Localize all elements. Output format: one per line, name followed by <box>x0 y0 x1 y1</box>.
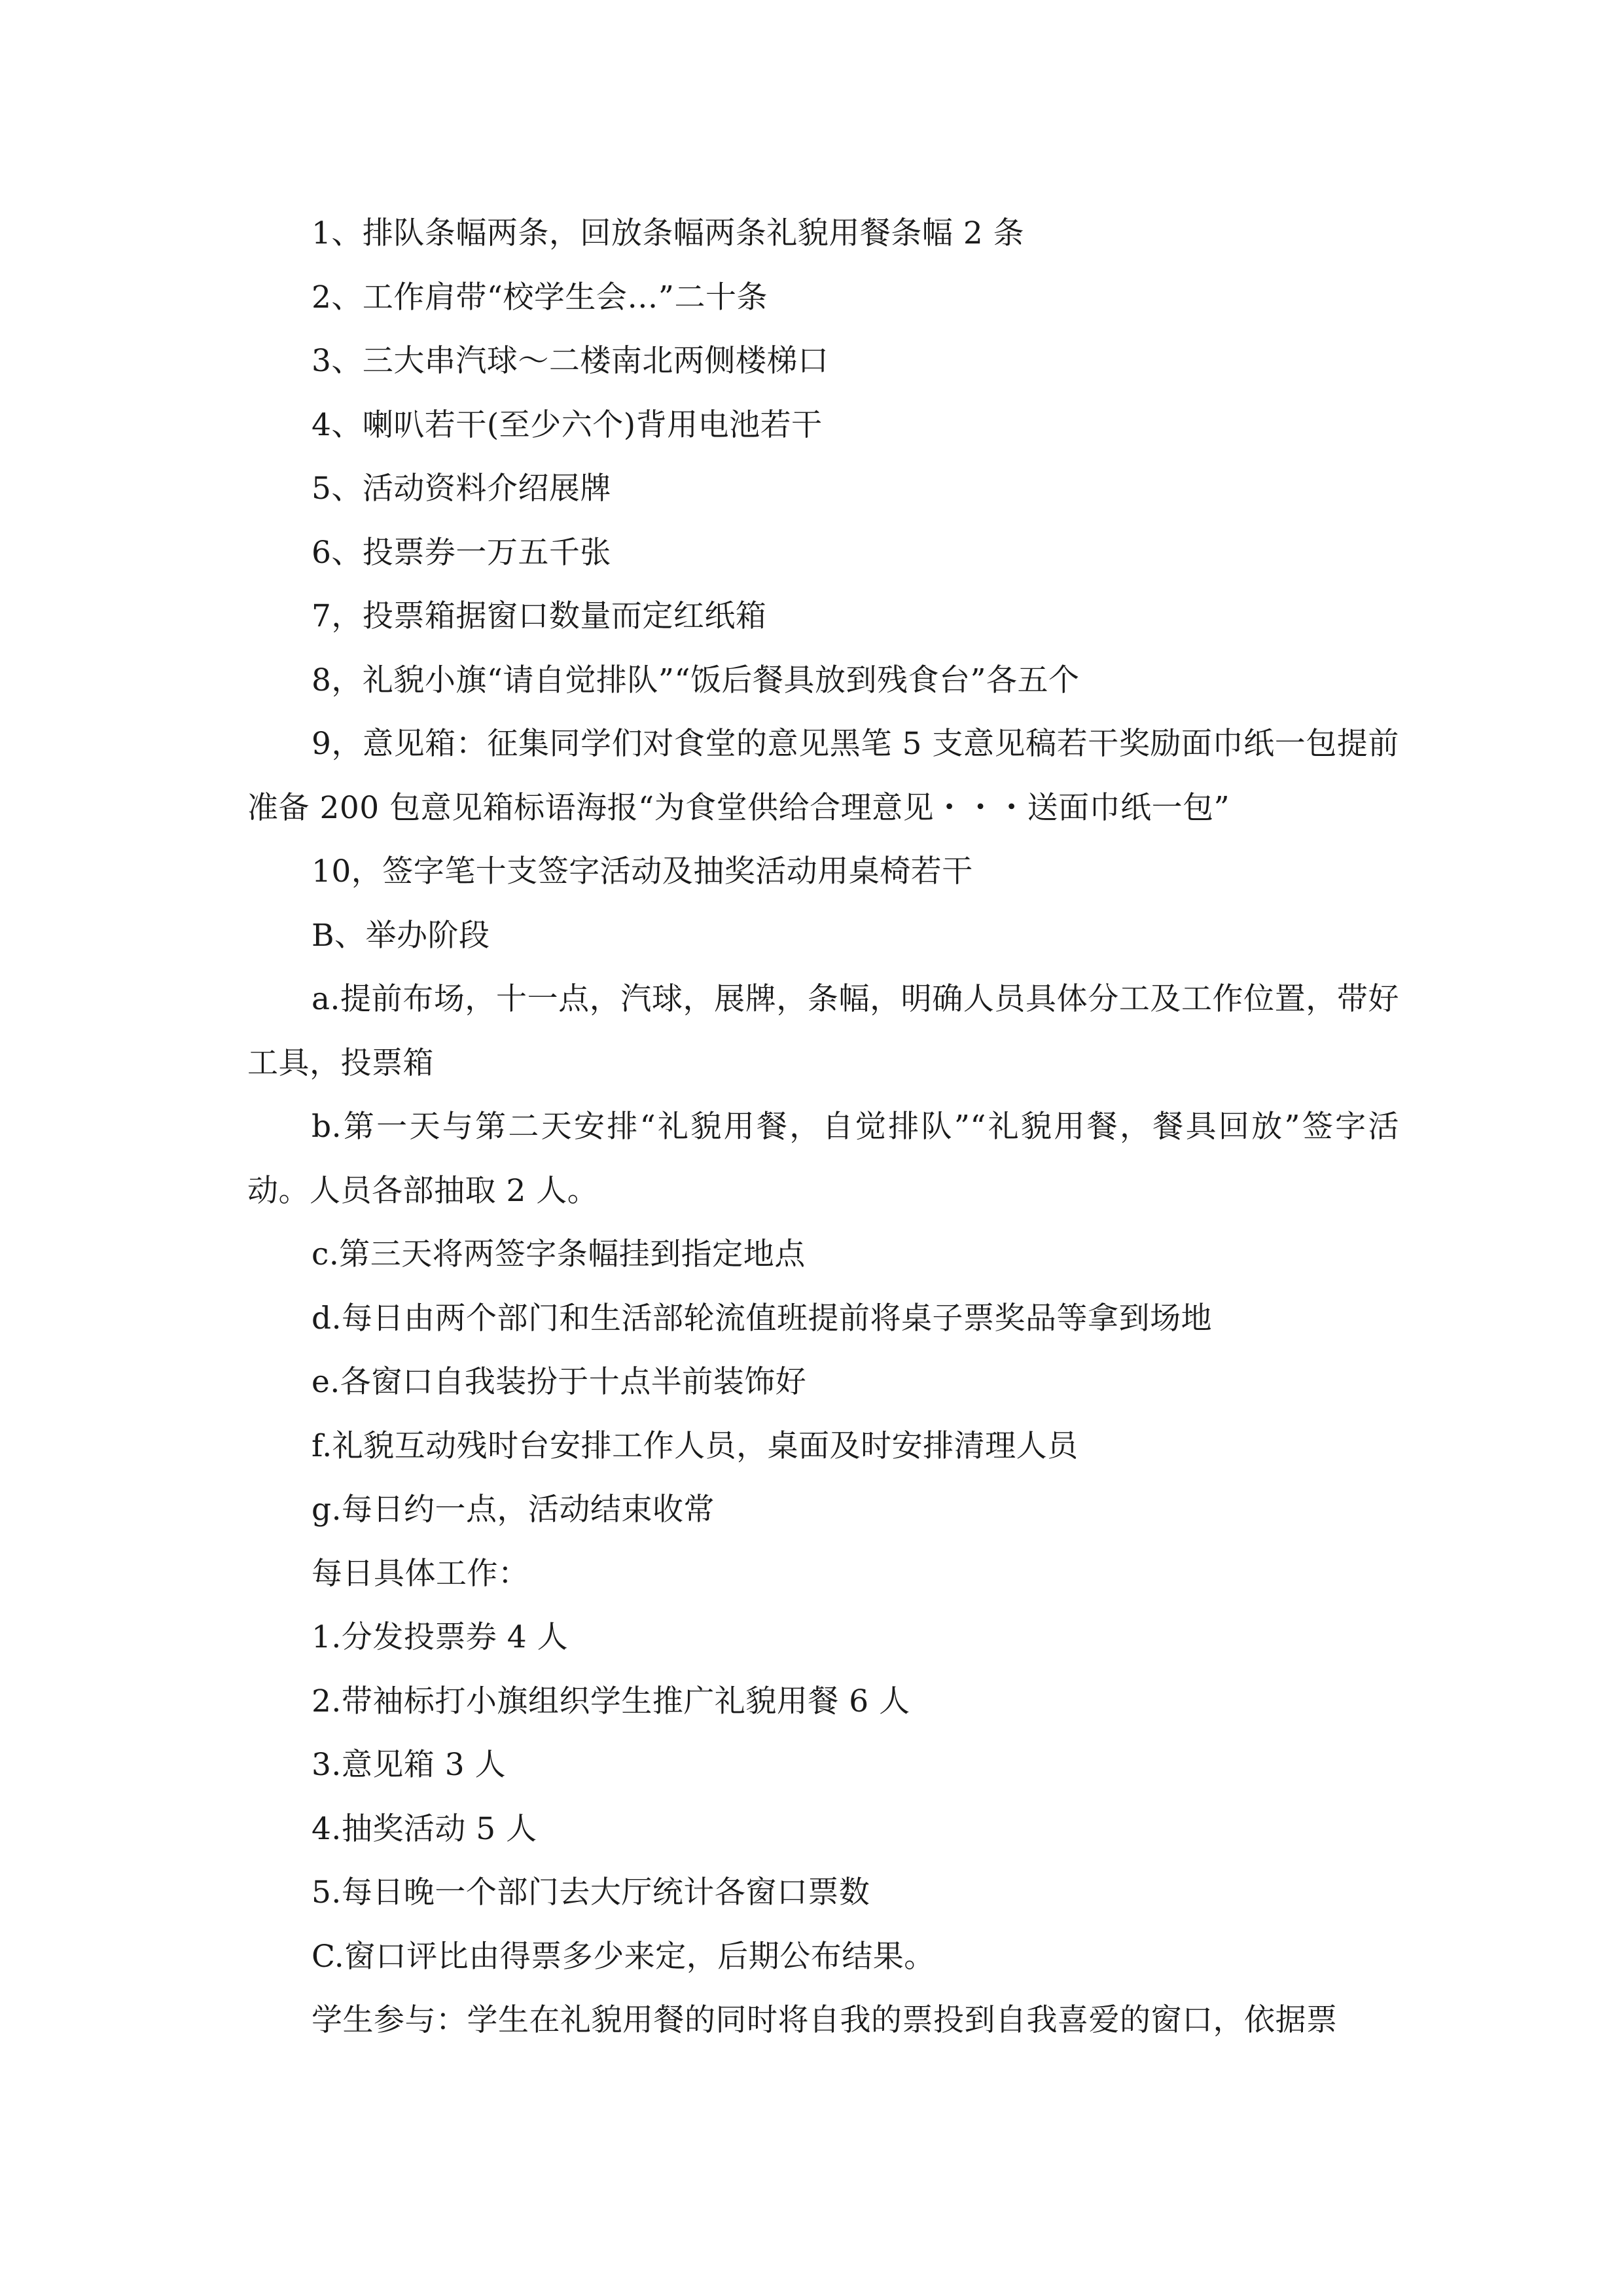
daily-task-2: 2.带袖标打小旗组织学生推广礼貌用餐 6 人 <box>312 1683 910 1719</box>
list-item-balloons: 3、三大串汽球～二楼南北两侧楼梯口 <box>312 343 829 379</box>
list-item-vote-tickets: 6、投票券一万五千张 <box>312 534 611 571</box>
daily-work-heading: 每日具体工作： <box>312 1555 529 1592</box>
list-item-flags: 8，礼貌小旗“请自觉排队”“饭后餐具放到残食台”各五个 <box>312 662 1080 698</box>
section-heading-stage-b: B、举办阶段 <box>312 917 490 954</box>
list-item-ballot-box: 7，投票箱据窗口数量而定红纸箱 <box>312 598 767 634</box>
daily-task-4: 4.抽奖活动 5 人 <box>312 1810 537 1847</box>
step-e: e.各窗口自我装扮于十点半前装饰好 <box>312 1364 807 1400</box>
step-a: a.提前布场，十一点，汽球，展牌，条幅，明确人员具体分工及工作位置，带好工具，投票箱 <box>247 981 1399 1081</box>
list-item-banners: 1、排队条幅两条，回放条幅两条礼貌用餐条幅 2 条 <box>312 215 1025 251</box>
student-participation: 学生参与：学生在礼貌用餐的同时将自我的票投到自我喜爱的窗口，依据票 <box>312 2002 1338 2038</box>
step-f: f.礼貌互动残时台安排工作人员，桌面及时安排清理人员 <box>312 1427 1079 1464</box>
step-c: c.第三天将两签字条幅挂到指定地点 <box>312 1236 806 1272</box>
step-d: d.每日由两个部门和生活部轮流值班提前将桌子票奖品等拿到场地 <box>312 1300 1213 1336</box>
list-item-pens: 10，签字笔十支签字活动及抽奖活动用桌椅若干 <box>312 853 973 889</box>
daily-task-3: 3.意见箱 3 人 <box>312 1747 507 1783</box>
list-item-display-board: 5、活动资料介绍展牌 <box>312 471 611 507</box>
list-item-speakers: 4、喇叭若干(至少六个)背用电池若干 <box>312 406 823 443</box>
daily-task-5: 5.每日晚一个部门去大厅统计各窗口票数 <box>312 1874 870 1910</box>
list-item-shoulder-sash: 2、工作肩带“校学生会…”二十条 <box>312 279 768 315</box>
daily-task-1: 1.分发投票券 4 人 <box>312 1619 569 1655</box>
step-g: g.每日约一点，活动结束收常 <box>312 1492 715 1528</box>
list-item-suggestion-box: 9，意见箱：征集同学们对食堂的意见黑笔 5 支意见稿若干奖励面巾纸一包提前准备 200 包意见箱标语海报“为食堂供给合理意见・・・送面巾纸一包” <box>247 726 1399 826</box>
body-text <box>247 202 1399 2053</box>
step-b: b.第一天与第二天安排“礼貌用餐，自觉排队”“礼貌用餐，餐具回放”签字活动。人员各部抽取 2 人。 <box>247 1109 1399 1209</box>
section-c-window-ranking: C.窗口评比由得票多少来定，后期公布结果。 <box>312 1938 935 1975</box>
